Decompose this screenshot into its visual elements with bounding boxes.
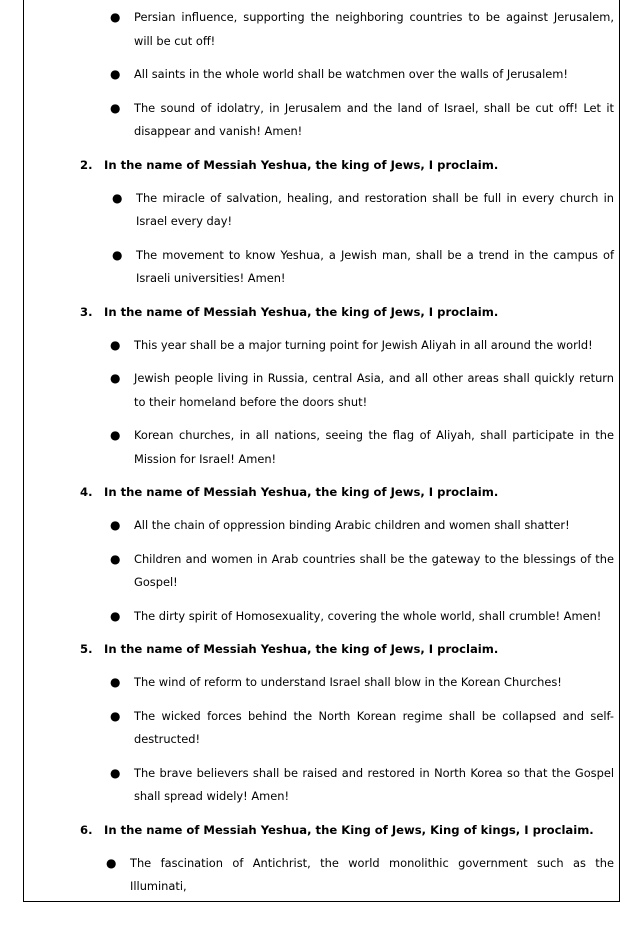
section-heading-text: In the name of Messiah Yeshua, the king of Jews, I proclaim. bbox=[104, 485, 499, 499]
list-item: ● Jewish people living in Russia, central Asia, and all other areas shall quickly return to their homeland before the doors shut! bbox=[110, 367, 614, 414]
section-number: 2. bbox=[80, 157, 93, 172]
bullet-icon: ● bbox=[110, 10, 121, 24]
section-heading bbox=[80, 819, 638, 842]
section-heading-text: In the name of Messiah Yeshua, the king of Jews, I proclaim. bbox=[104, 642, 499, 656]
bullet-icon: ● bbox=[112, 247, 123, 262]
section-number: 5. bbox=[80, 642, 93, 656]
section-heading-text: In the name of Messiah Yeshua, the king of Jews, I proclaim. bbox=[104, 304, 499, 319]
bullet-icon: ● bbox=[110, 708, 121, 723]
section-number: 4. bbox=[80, 485, 93, 499]
bullet-icon: ● bbox=[112, 190, 123, 205]
section-heading bbox=[80, 301, 638, 324]
section-3 bbox=[0, 301, 638, 472]
list-item: ● The movement to know Yeshua, a Jewish man, shall be a trend in the campus of Israeli universities! Amen! bbox=[112, 244, 614, 291]
section-2 bbox=[0, 154, 638, 291]
section-heading-text: In the name of Messiah Yeshua, the king of Jews, I proclaim. bbox=[104, 157, 499, 172]
bullet-icon: ● bbox=[106, 855, 117, 870]
bullet-icon: ● bbox=[110, 337, 121, 352]
list-item: ● The fascination of Antichrist, the world monolithic government such as the Illuminati, bbox=[106, 852, 614, 899]
section-number: 6. bbox=[80, 822, 93, 837]
section-heading-text: In the name of Messiah Yeshua, the King of Jews, King of kings, I proclaim. bbox=[104, 822, 594, 837]
bullet-icon: ● bbox=[110, 765, 121, 780]
list-item: ● The miracle of salvation, healing, and restoration shall be full in every church in Israel every day! bbox=[112, 187, 614, 234]
bullet-icon: ● bbox=[110, 551, 121, 566]
list-item: ● Korean churches, in all nations, seeing the flag of Aliyah, shall participate in the Mission for Israel! Amen! bbox=[110, 424, 614, 471]
section-6 bbox=[0, 819, 638, 899]
bullet-icon: ● bbox=[110, 518, 121, 532]
list-item: ● The wicked forces behind the North Korean regime shall be collapsed and self-destructed! bbox=[110, 705, 614, 752]
bullet-icon: ● bbox=[110, 100, 121, 115]
section-heading bbox=[80, 481, 638, 504]
section-number: 3. bbox=[80, 304, 93, 319]
list-item: ● The brave believers shall be raised and restored in North Korea so that the Gospel shall spread widely! Amen! bbox=[110, 762, 614, 809]
list-item: ● Persian influence, supporting the neighboring countries to be against Jerusalem, will be cut off! bbox=[110, 6, 614, 53]
bullet-icon: ● bbox=[110, 67, 121, 81]
section-heading bbox=[80, 154, 638, 177]
list-item: ● All the chain of oppression binding Arabic children and women shall shatter! bbox=[110, 514, 614, 538]
section-4 bbox=[0, 481, 638, 628]
list-item: ● All saints in the whole world shall be watchmen over the walls of Jerusalem! bbox=[110, 63, 614, 87]
bullet-icon: ● bbox=[110, 675, 121, 689]
bullet-icon: ● bbox=[110, 608, 121, 623]
section-heading bbox=[80, 638, 638, 661]
list-item: ● The wind of reform to understand Israel shall blow in the Korean Churches! bbox=[110, 671, 614, 695]
list-item: ● The sound of idolatry, in Jerusalem and the land of Israel, shall be cut off! Let it disappear and vanish! Amen! bbox=[110, 97, 614, 144]
list-item: ● The dirty spirit of Homosexuality, covering the whole world, shall crumble! Amen! bbox=[110, 605, 614, 629]
section-1-continued bbox=[0, 6, 638, 144]
bullet-icon: ● bbox=[110, 428, 121, 442]
section-5 bbox=[0, 638, 638, 809]
list-item: ● Children and women in Arab countries shall be the gateway to the blessings of the Gospel! bbox=[110, 548, 614, 595]
bullet-icon: ● bbox=[110, 371, 121, 385]
list-item: ● This year shall be a major turning point for Jewish Aliyah in all around the world! bbox=[110, 334, 614, 358]
